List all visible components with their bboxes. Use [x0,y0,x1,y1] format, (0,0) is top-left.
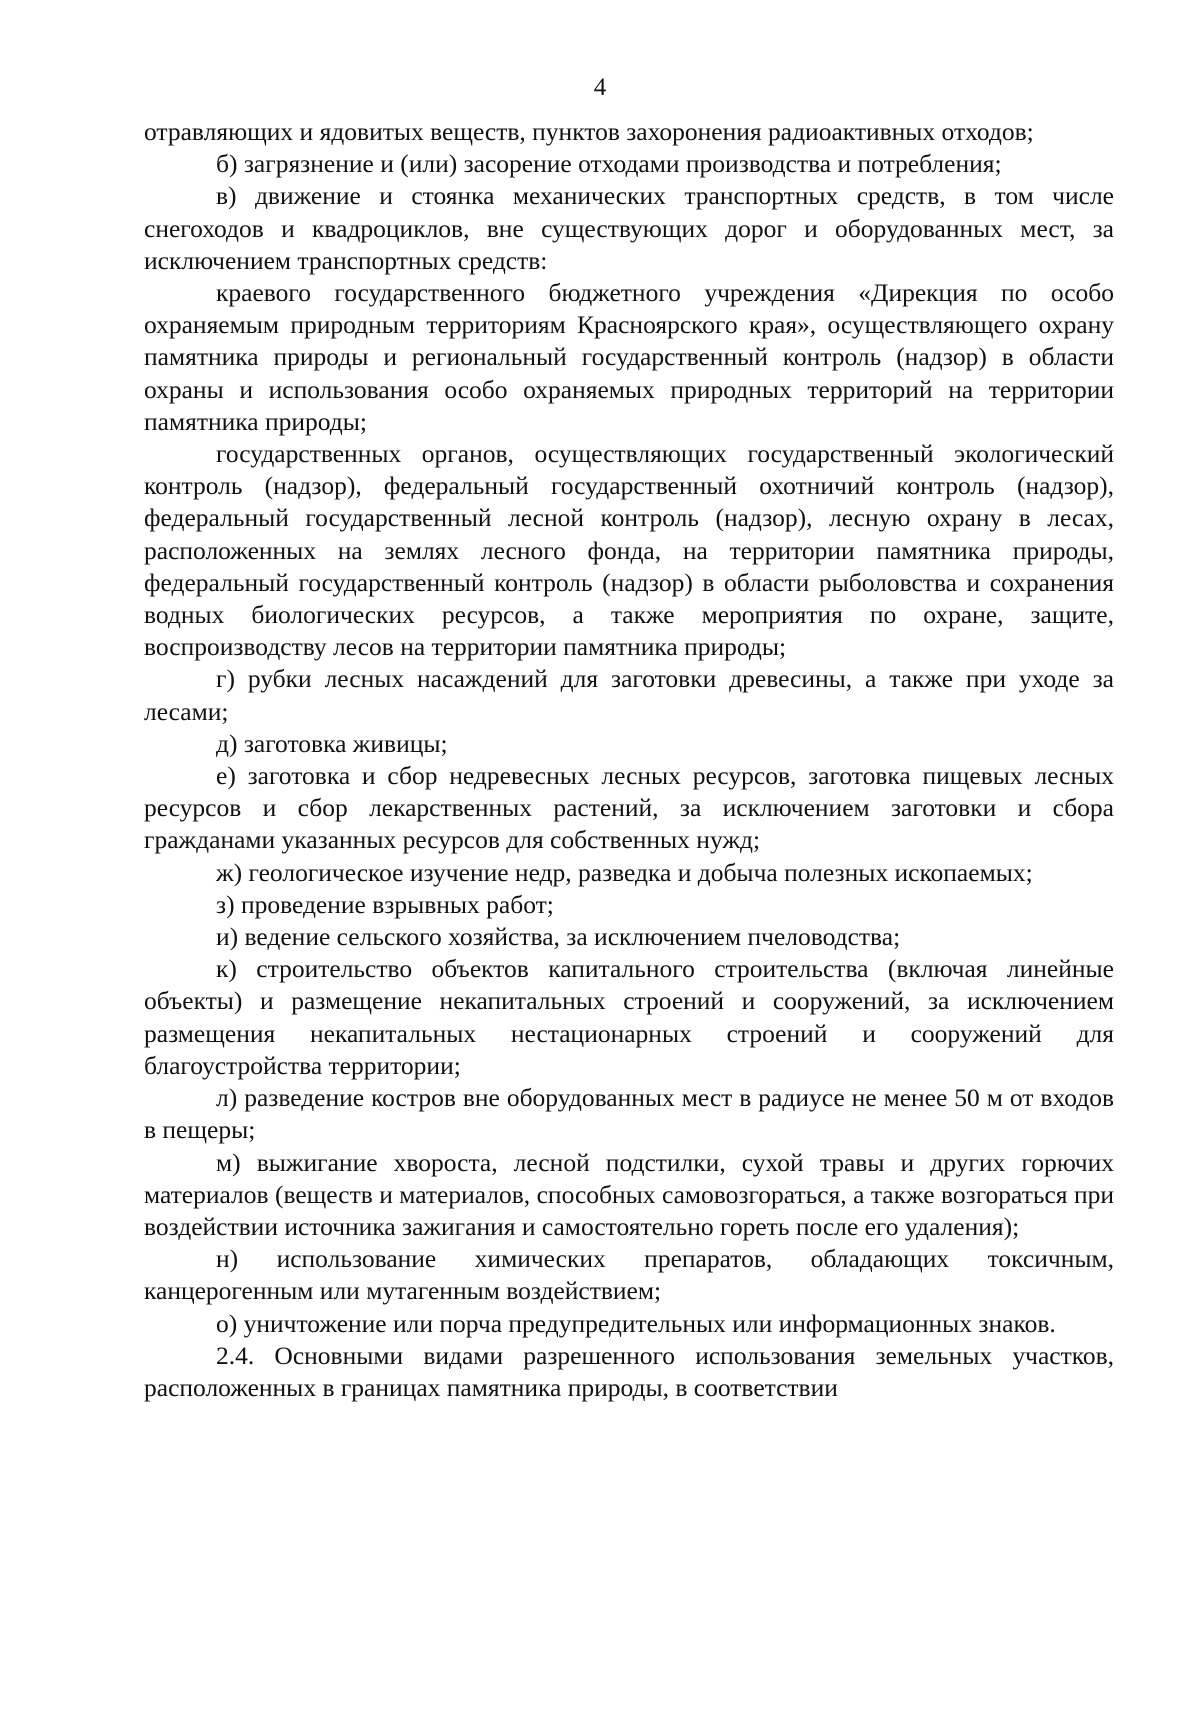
paragraph: о) уничтожение или порча предупредительных или информационных знаков. [216,1308,1056,1338]
paragraph: л) разведение костров вне оборудованных мест в радиусе не менее 50 м от входов в пещеры; [144,1083,1114,1145]
paragraph: государственных органов, осуществляющих государственный экологический контроль (надзор), федеральный государственный охотничий контроль (надзор), федеральный государственный лесной контроль (надзор), лесную охрану в лесах, расположенных на землях лесного фонда, на территории памятника природы, федеральный государственный контроль (надзор) в области рыболовства и сохранения водных биологических ресурсов, а также мероприятия по охране, защите, воспроизводству лесов на территории памятника природы; [144,439,1114,662]
paragraph: 2.4. Основными видами разрешенного использования земельных участков, расположенных в границах памятника природы, в соответствии [144,1340,1114,1402]
paragraph: н) использование химических препаратов, обладающих токсичным, канцерогенным или мутагенным воздействием; [144,1244,1114,1306]
paragraph: краевого государственного бюджетного учреждения «Дирекция по особо охраняемым природным территориям Красноярского края», осуществляющего охрану памятника природы и региональный государственный контроль (надзор) в области охраны и использования особо охраняемых природных территорий на территории памятника природы; [144,278,1114,436]
paragraph: з) проведение взрывных работ; [216,889,554,919]
paragraph: отравляющих и ядовитых веществ, пунктов захоронения радиоактивных отходов; [144,117,1034,146]
paragraph: д) заготовка живицы; [216,728,448,758]
paragraph: и) ведение сельского хозяйства, за исключением пчеловодства; [216,922,901,952]
paragraph: к) строительство объектов капитального строительства (включая линейные объекты) и размещение некапитальных строений и сооружений, за исключением размещения некапитальных нестационарных строений и сооружений для благоустройства территории; [144,954,1114,1080]
paragraph: г) рубки лесных насаждений для заготовки древесины, а также при уходе за лесами; [144,664,1114,726]
paragraph: е) заготовка и сбор недревесных лесных ресурсов, заготовка пищевых лесных ресурсов и сбор лекарственных растений, за исключением заготовки и сбора гражданами указанных ресурсов для собственных нужд; [144,761,1114,855]
paragraph: в) движение и стоянка механических транспортных средств, в том числе снегоходов и квадроциклов, вне существующих дорог и оборудованных мест, за исключением транспортных средств: [144,181,1114,275]
paragraph: б) загрязнение и (или) засорение отходами производства и потребления; [216,149,1002,179]
paragraph: ж) геологическое изучение недр, разведка и добыча полезных ископаемых; [216,857,1033,887]
paragraph: м) выжигание хвороста, лесной подстилки, сухой травы и других горючих материалов (веществ и материалов, способных самовозгораться, а также возгораться при воздействии источника зажигания и самостоятельно гореть после его удаления); [144,1147,1114,1241]
document-body [144,116,1114,1404]
page-number: 4 [593,74,607,101]
